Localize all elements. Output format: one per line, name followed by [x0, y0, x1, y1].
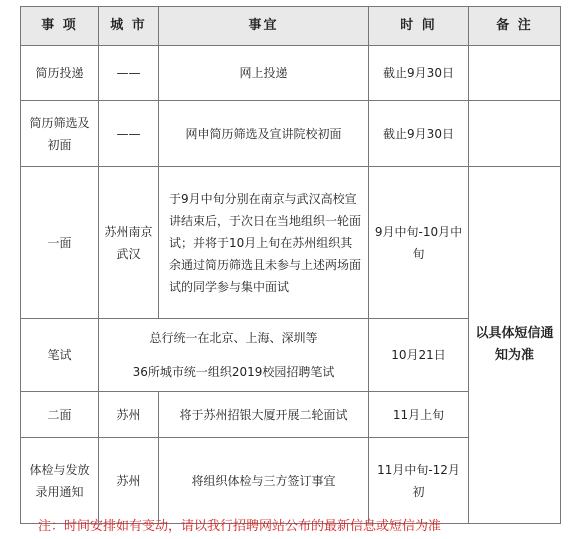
table-row — [21, 101, 561, 167]
city-cell: —— — [99, 46, 159, 101]
header-item: 事 项 — [21, 7, 99, 46]
matter-cell: 将于苏州招银大厦开展二轮面试 — [159, 392, 369, 438]
matter-cell: 将组织体检与三方签订事宜 — [159, 438, 369, 524]
item-cell: 简历筛选及初面 — [21, 101, 99, 167]
time-cell: 截止9月30日 — [369, 46, 469, 101]
matter-line: 总行统一在北京、上海、深圳等 — [149, 331, 318, 345]
remark-cell — [469, 46, 561, 101]
item-cell: 二面 — [21, 392, 99, 438]
item-cell: 简历投递 — [21, 46, 99, 101]
table-row — [21, 46, 561, 101]
schedule-table — [20, 6, 561, 524]
matter-cell: 网申简历筛选及宣讲院校初面 — [159, 101, 369, 167]
header-time: 时 间 — [369, 7, 469, 46]
header-matter: 事宜 — [159, 7, 369, 46]
footnote: 注：时间安排如有变动，请以我行招聘网站公布的最新信息或短信为准 — [38, 519, 442, 534]
header-row — [21, 7, 561, 46]
matter-cell — [99, 319, 369, 392]
header-city: 城 市 — [99, 7, 159, 46]
table-row — [21, 167, 561, 319]
matter-cell: 于9月中旬分别在南京与武汉高校宣讲结束后，于次日在当地组织一轮面试；并将于10月上旬在苏州组织其余通过简历筛选且未参与上述两场面试的同学参与集中面试 — [159, 167, 369, 319]
matter-line: 36所城市统一组织2019校园招聘笔试 — [132, 365, 335, 379]
time-cell: 9月中旬-10月中旬 — [369, 167, 469, 319]
city-cell: 苏州 — [99, 392, 159, 438]
time-cell: 11月中旬-12月初 — [369, 438, 469, 524]
remark-cell — [469, 101, 561, 167]
item-cell: 一面 — [21, 167, 99, 319]
city-cell: —— — [99, 101, 159, 167]
matter-cell: 网上投递 — [159, 46, 369, 101]
time-cell: 11月上旬 — [369, 392, 469, 438]
item-cell: 体检与发放录用通知 — [21, 438, 99, 524]
city-cell: 苏州南京武汉 — [99, 167, 159, 319]
remark-cell: 以具体短信通知为准 — [469, 167, 561, 524]
time-cell: 截止9月30日 — [369, 101, 469, 167]
header-remark: 备 注 — [469, 7, 561, 46]
item-cell: 笔试 — [21, 319, 99, 392]
city-cell: 苏州 — [99, 438, 159, 524]
time-cell: 10月21日 — [369, 319, 469, 392]
